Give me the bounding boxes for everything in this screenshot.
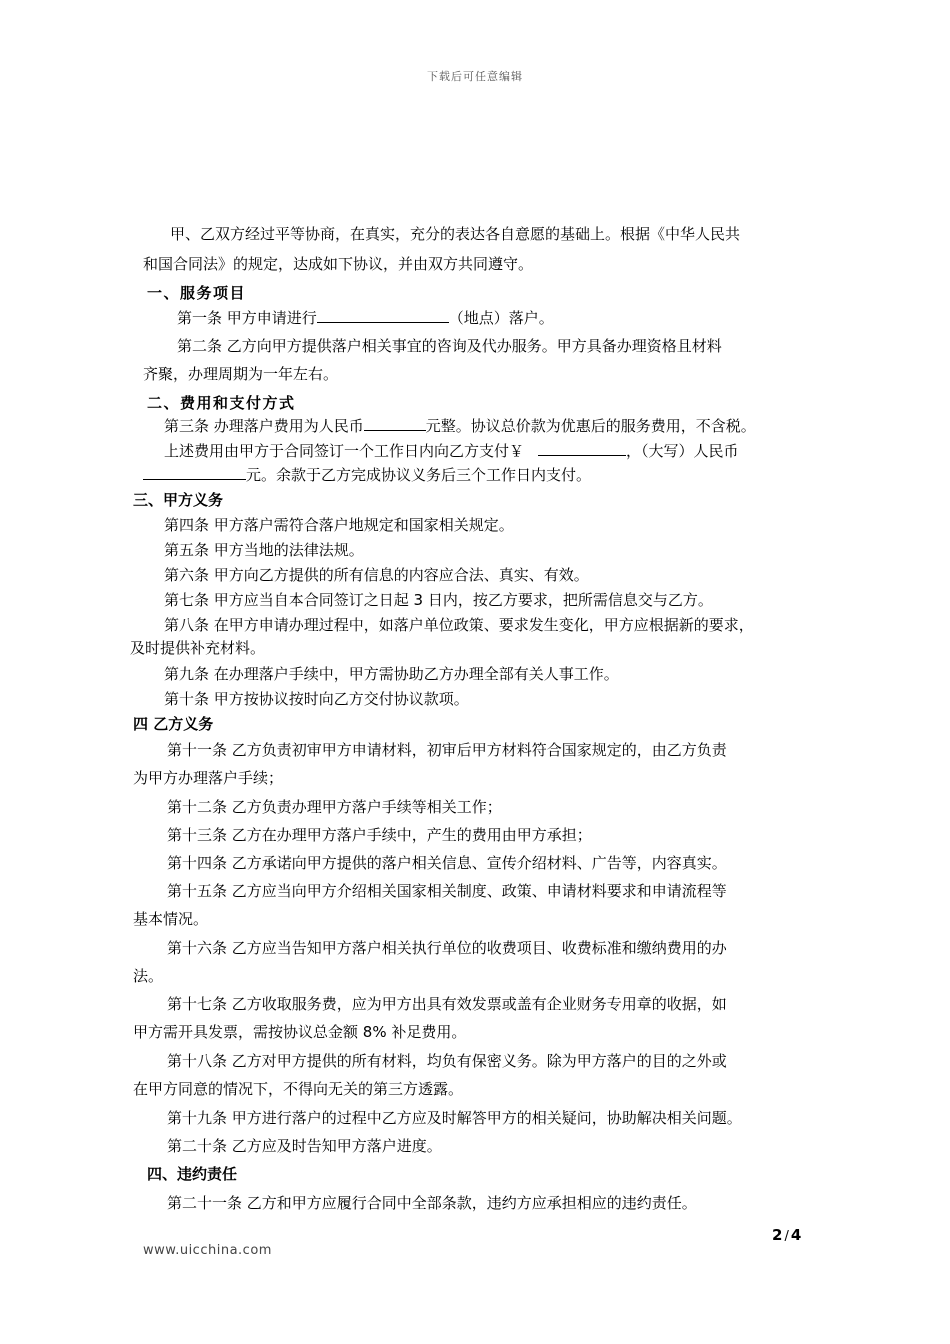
article-18-line-1: 第十八条 乙方对甲方提供的所有材料，均负有保密义务。除为甲方落户的目的之外或: [167, 1052, 727, 1070]
article-4: 第四条 甲方落户需符合落户地规定和国家相关规定。: [164, 516, 514, 534]
article-21: 第二十一条 乙方和甲方应履行合同中全部条款，违约方应承担相应的违约责任。: [167, 1194, 697, 1212]
article-8-line-2: 及时提供补充材料。: [130, 639, 266, 657]
preamble-line-1: 甲、乙双方经过平等协商，在真实，充分的表达各自意愿的基础上。根据《中华人民共: [170, 225, 741, 243]
payment-line-1: [164, 441, 739, 461]
article-11-line-2: 为甲方办理落户手续；: [133, 769, 284, 787]
payment-line-2: [143, 465, 591, 485]
article-1: [177, 308, 554, 328]
article-3-text-b: 元整。协议总价款为优惠后的服务费用，不含税。: [425, 417, 756, 435]
article-5: 第五条 甲方当地的法律法规。: [164, 541, 364, 559]
preamble-line-2: 和国合同法》的规定，达成如下协议，并由双方共同遵守。: [143, 255, 534, 273]
section-heading-party-a: 三、甲方义务: [133, 491, 224, 509]
article-15-line-2: 基本情况。: [133, 910, 209, 928]
article-2-line-2: 齐聚，办理周期为一年左右。: [143, 365, 339, 383]
article-9: 第九条 在办理落户手续中，甲方需协助乙方办理全部有关人事工作。: [164, 665, 619, 683]
article-2-line-1: 第二条 乙方向甲方提供落户相关事宜的咨询及代办服务。甲方具备办理资格且材料: [177, 337, 722, 355]
page-total: 4: [790, 1226, 802, 1244]
section-heading-fees: 二、费用和支付方式: [147, 394, 296, 412]
article-15-line-1: 第十五条 乙方应当向甲方介绍相关国家相关制度、政策、申请材料要求和申请流程等: [167, 882, 727, 900]
article-3-text-a: 第三条 办理落户费用为人民币: [164, 417, 364, 435]
article-12: 第十二条 乙方负责办理甲方落户手续等相关工作；: [167, 798, 502, 816]
page-number: [772, 1226, 801, 1244]
payment-text-c: 元。余款于乙方完成协议义务后三个工作日内支付。: [246, 466, 592, 484]
article-20: 第二十条 乙方应及时告知甲方落户进度。: [167, 1137, 442, 1155]
payment-text-a: 上述费用由甲方于合同签订一个工作日内向乙方支付￥: [164, 442, 525, 460]
article-10: 第十条 甲方按协议按时向乙方交付协议款项。: [164, 690, 469, 708]
section-heading-service: 一、服务项目: [147, 284, 247, 302]
article-7: 第七条 甲方应当自本合同签订之日起 3 日内，按乙方要求，把所需信息交与乙方。: [164, 591, 713, 609]
page-current: 2: [772, 1226, 783, 1244]
article-8-line-1: 第八条 在甲方申请办理过程中，如落户单位政策、要求发生变化，甲方应根据新的要求，: [164, 616, 754, 634]
article-17-line-2: 甲方需开具发票，需按协议总金额 8% 补足费用。: [133, 1023, 467, 1041]
payment-uppercase-blank: [143, 465, 246, 480]
page-separator: /: [784, 1229, 789, 1244]
article-14: 第十四条 乙方承诺向甲方提供的落户相关信息、宣传介绍材料、广告等，内容真实。: [167, 854, 727, 872]
article-3: [164, 416, 756, 436]
article-6: 第六条 甲方向乙方提供的所有信息的内容应合法、真实、有效。: [164, 566, 589, 584]
payment-text-b: ，（大写）人民币: [626, 442, 739, 460]
article-19: 第十九条 甲方进行落户的过程中乙方应及时解答甲方的相关疑问，协助解决相关问题。: [167, 1109, 742, 1127]
article-17-line-1: 第十七条 乙方收取服务费，应为甲方出具有效发票或盖有企业财务专用章的收据，如: [167, 995, 727, 1013]
footer-url: www.uicchina.com: [143, 1243, 272, 1258]
article-1-text-a: 第一条 甲方申请进行: [177, 309, 317, 327]
fee-amount-blank: [364, 416, 426, 431]
article-13: 第十三条 乙方在办理甲方落户手续中，产生的费用由甲方承担；: [167, 826, 592, 844]
article-1-text-b: （地点）落户。: [448, 309, 554, 327]
location-blank: [317, 308, 449, 323]
article-16-line-1: 第十六条 乙方应当告知甲方落户相关执行单位的收费项目、收费标准和缴纳费用的办: [167, 939, 727, 957]
section-heading-party-b: 四 乙方义务: [133, 715, 214, 733]
payment-amount-blank: [538, 441, 626, 456]
article-16-line-2: 法。: [133, 967, 164, 985]
section-heading-liability: 四、违约责任: [147, 1165, 238, 1183]
article-11-line-1: 第十一条 乙方负责初审甲方申请材料，初审后甲方材料符合国家规定的，由乙方负责: [167, 741, 727, 759]
article-18-line-2: 在甲方同意的情况下，不得向无关的第三方透露。: [133, 1080, 464, 1098]
page-header: 下载后可任意编辑: [427, 70, 523, 83]
